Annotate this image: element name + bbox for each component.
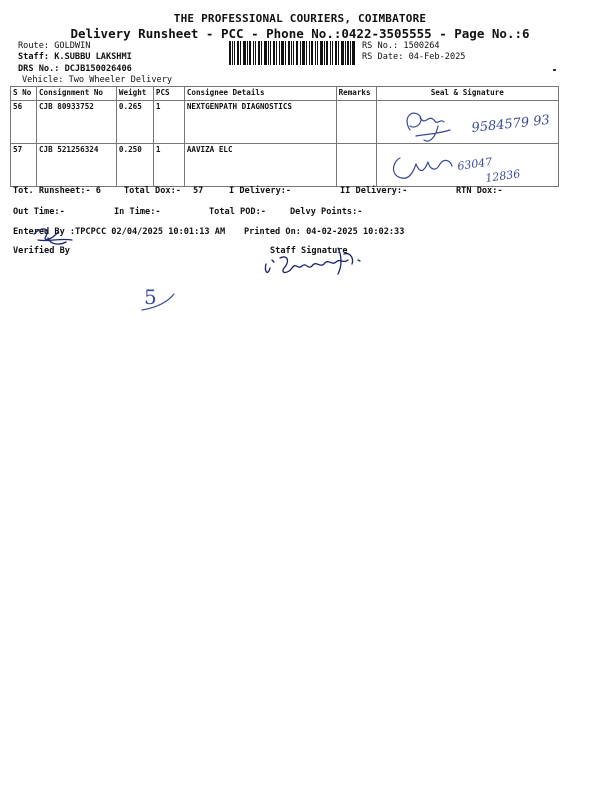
route-label: Route: GOLDWIN	[18, 41, 91, 51]
cell-remarks	[336, 144, 376, 187]
handwritten-code: 63047	[456, 155, 494, 173]
handwritten-code-2: 12836	[484, 167, 522, 185]
col-consignee: Consignee Details	[184, 87, 336, 101]
i-delivery: I Delivery:-	[229, 186, 292, 196]
handwritten-phone: 9584579 93	[470, 112, 551, 136]
staff-signature-label: Staff Signature	[270, 246, 348, 256]
staff-signature-scribble	[258, 244, 378, 284]
cell-weight: 0.250	[116, 144, 153, 187]
total-dox-label: Total Dox:-	[124, 186, 181, 196]
vehicle-label: Vehicle: Two Wheeler Delivery	[22, 75, 173, 85]
entered-by: Entered By :TPCPCC 02/04/2025 10:01:13 AM	[13, 227, 226, 237]
rs-number: RS No.: 1500264	[362, 41, 440, 51]
table-header-row	[11, 87, 559, 101]
ii-delivery: II Delivery:-	[340, 186, 408, 196]
drs-label: DRS No.: DCJB150026406	[18, 64, 132, 74]
col-remarks: Remarks	[336, 87, 376, 101]
cell-consignment: CJB 80933752	[36, 101, 116, 144]
cell-remarks	[336, 101, 376, 144]
handwritten-page-mark	[140, 282, 184, 316]
cell-sno: 56	[11, 101, 37, 144]
col-consignment: Consignment No	[36, 87, 116, 101]
delvy-points: Delvy Points:-	[290, 207, 363, 217]
cell-consignment: CJB 521256324	[36, 144, 116, 187]
cell-pcs: 1	[153, 144, 184, 187]
page-mark-text: 5	[144, 285, 157, 309]
handwritten-signatures	[380, 100, 570, 190]
tot-runsheet: Tot. Runsheet:- 6	[13, 186, 101, 196]
rs-date: RS Date: 04-Feb-2025	[362, 52, 466, 62]
total-pod: Total POD:-	[209, 207, 266, 217]
out-time: Out Time:-	[13, 207, 65, 217]
initials-scribble	[28, 220, 88, 250]
cell-weight: 0.265	[116, 101, 153, 144]
verified-by: Verified By	[13, 246, 70, 256]
col-seal: Seal & Signature	[376, 87, 558, 101]
cell-consignee: NEXTGENPATH DIAGNOSTICS	[184, 101, 336, 144]
stray-mark	[553, 69, 556, 71]
cell-consignee: AAVIZA ELC	[184, 144, 336, 187]
cell-pcs: 1	[153, 101, 184, 144]
col-sno: S No	[11, 87, 37, 101]
runsheet-subtitle: Delivery Runsheet - PCC - Phone No.:0422-3505555 - Page No.:6	[70, 26, 530, 41]
company-title: THE PROFESSIONAL COURIERS, COIMBATORE	[173, 12, 427, 25]
col-pcs: PCS	[153, 87, 184, 101]
staff-label: Staff: K.SUBBU LAKSHMI	[18, 52, 132, 62]
in-time: In Time:-	[114, 207, 161, 217]
cell-sno: 57	[11, 144, 37, 187]
col-weight: Weight	[116, 87, 153, 101]
rtn-dox: RTN Dox:-	[456, 186, 503, 196]
printed-on: Printed On: 04-02-2025 10:02:33	[244, 227, 405, 237]
barcode-icon	[229, 41, 355, 65]
total-dox-value: 57	[193, 186, 204, 196]
